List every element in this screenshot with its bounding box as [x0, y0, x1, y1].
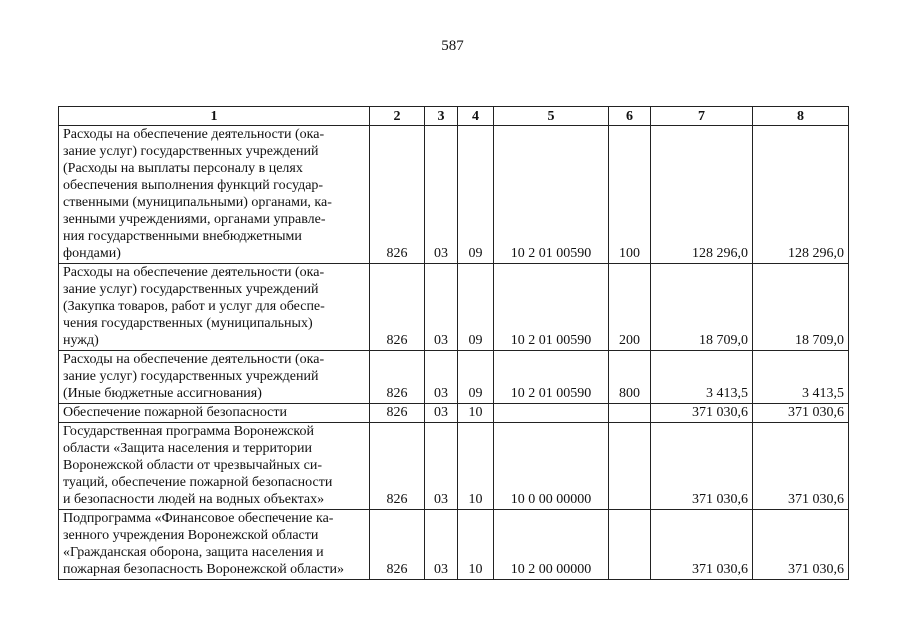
amount-cell: 371 030,6 [753, 510, 849, 580]
section-code-cell: 03 [425, 126, 458, 264]
subsection-code-cell: 10 [458, 510, 494, 580]
table-row [59, 351, 849, 404]
subsection-code-cell: 09 [458, 351, 494, 404]
description-line: Воронежской области от чрезвычайных си- [63, 458, 322, 473]
section-code-cell: 03 [425, 351, 458, 404]
description-cell [59, 351, 370, 404]
section-code-cell: 03 [425, 510, 458, 580]
description-line: зенного учреждения Воронежской области [63, 528, 319, 543]
header-cell: 8 [753, 107, 849, 126]
target-article-cell: 10 2 00 00000 [494, 510, 609, 580]
subsection-code-cell: 09 [458, 126, 494, 264]
amount-cell: 128 296,0 [651, 126, 753, 264]
ministry-code-cell: 826 [370, 510, 425, 580]
description-line: Расходы на обеспечение деятельности (ока- [63, 127, 325, 142]
amount-cell: 371 030,6 [651, 423, 753, 510]
ministry-code-cell: 826 [370, 264, 425, 351]
amount-cell: 371 030,6 [651, 404, 753, 423]
expense-type-cell: 200 [609, 264, 651, 351]
header-cell: 5 [494, 107, 609, 126]
ministry-code-cell: 826 [370, 351, 425, 404]
description-line: (Иные бюджетные ассигнования) [63, 386, 262, 401]
header-cell: 2 [370, 107, 425, 126]
description-line: чения государственных (муниципальных) [63, 316, 313, 331]
expense-type-cell: 800 [609, 351, 651, 404]
amount-cell: 3 413,5 [651, 351, 753, 404]
expense-type-cell [609, 510, 651, 580]
amount-cell: 128 296,0 [753, 126, 849, 264]
description-line: нужд) [63, 333, 99, 348]
section-code-cell: 03 [425, 264, 458, 351]
amount-cell: 371 030,6 [753, 404, 849, 423]
section-code-cell: 03 [425, 423, 458, 510]
description-cell [59, 423, 370, 510]
target-article-cell: 10 2 01 00590 [494, 351, 609, 404]
description-line: (Закупка товаров, работ и услуг для обеспе- [63, 299, 325, 314]
description-cell [59, 510, 370, 580]
header-cell: 3 [425, 107, 458, 126]
table-row [59, 423, 849, 510]
description-line: ния государственными внебюджетными [63, 229, 302, 244]
subsection-code-cell: 09 [458, 264, 494, 351]
header-cell: 6 [609, 107, 651, 126]
header-row [59, 107, 849, 126]
subsection-code-cell: 10 [458, 423, 494, 510]
ministry-code-cell: 826 [370, 126, 425, 264]
header-cell: 4 [458, 107, 494, 126]
description-cell [59, 126, 370, 264]
budget-table [58, 106, 849, 580]
amount-cell: 371 030,6 [651, 510, 753, 580]
header-cell: 7 [651, 107, 753, 126]
header-cell: 1 [59, 107, 370, 126]
description-line: пожарная безопасность Воронежской области» [63, 562, 344, 577]
description-line: «Гражданская оборона, защита населения и [63, 545, 324, 560]
description-cell [59, 404, 370, 423]
description-line: обеспечения выполнения функций государ- [63, 178, 324, 193]
description-line: Обеспечение пожарной безопасности [63, 405, 288, 420]
table-row [59, 510, 849, 580]
description-cell [59, 264, 370, 351]
description-line: туаций, обеспечение пожарной безопасности [63, 475, 333, 490]
description-line: фондами) [63, 246, 121, 261]
target-article-cell: 10 0 00 00000 [494, 423, 609, 510]
expense-type-cell [609, 404, 651, 423]
table-row [59, 126, 849, 264]
expense-type-cell [609, 423, 651, 510]
target-article-cell [494, 404, 609, 423]
description-line: Государственная программа Воронежской [63, 424, 314, 439]
description-line: зенными учреждениями, органами управле- [63, 212, 326, 227]
amount-cell: 18 709,0 [753, 264, 849, 351]
description-line: зание услуг) государственных учреждений [63, 282, 319, 297]
target-article-cell: 10 2 01 00590 [494, 264, 609, 351]
expense-type-cell: 100 [609, 126, 651, 264]
description-line: области «Защита населения и территории [63, 441, 312, 456]
subsection-code-cell: 10 [458, 404, 494, 423]
table-row [59, 264, 849, 351]
section-code-cell: 03 [425, 404, 458, 423]
description-line: Расходы на обеспечение деятельности (ока- [63, 352, 325, 367]
page-number: 587 [441, 38, 464, 54]
description-line: Расходы на обеспечение деятельности (ока- [63, 265, 325, 280]
description-line: (Расходы на выплаты персоналу в целях [63, 161, 303, 176]
description-line: Подпрограмма «Финансовое обеспечение ка- [63, 511, 334, 526]
target-article-cell: 10 2 01 00590 [494, 126, 609, 264]
ministry-code-cell: 826 [370, 423, 425, 510]
description-line: зание услуг) государственных учреждений [63, 144, 319, 159]
table-row [59, 404, 849, 423]
amount-cell: 3 413,5 [753, 351, 849, 404]
description-line: и безопасности людей на водных объектах» [63, 492, 325, 507]
amount-cell: 371 030,6 [753, 423, 849, 510]
ministry-code-cell: 826 [370, 404, 425, 423]
amount-cell: 18 709,0 [651, 264, 753, 351]
description-line: ственными (муниципальными) органами, ка- [63, 195, 332, 210]
description-line: зание услуг) государственных учреждений [63, 369, 319, 384]
